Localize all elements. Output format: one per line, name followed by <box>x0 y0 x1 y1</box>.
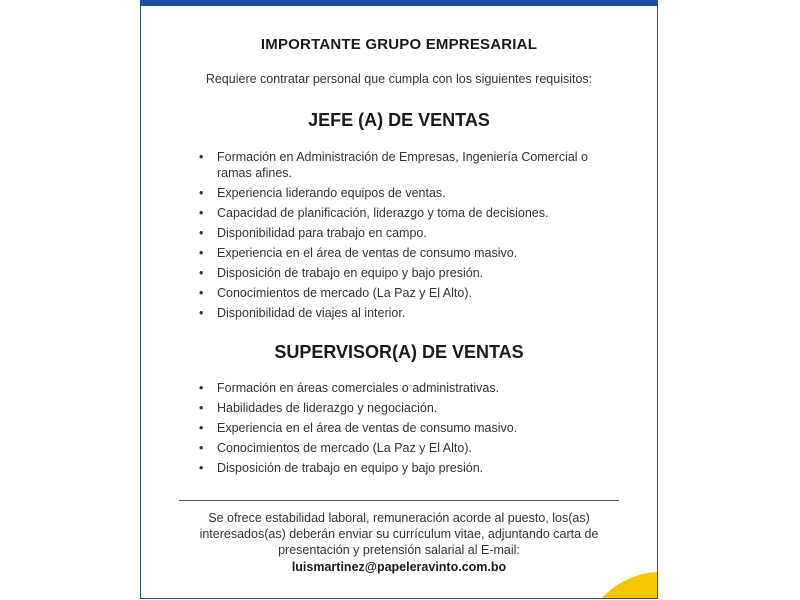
requirement-text: Disponibilidad de viajes al interior. <box>217 306 406 320</box>
bullet-icon: • <box>199 381 204 395</box>
requirement-text: Formación en áreas comerciales o administrativas. <box>217 381 500 395</box>
list-item <box>199 305 619 321</box>
intro-text: Requiere contratar personal que cumpla con los siguientes requisitos: <box>205 72 593 86</box>
requirement-text: Conocimientos de mercado (La Paz y El Alto). <box>217 286 472 300</box>
list-item <box>199 149 619 181</box>
list-item <box>199 205 619 221</box>
list-item <box>199 380 619 396</box>
list-item <box>199 285 619 301</box>
requirement-text: Habilidades de liderazgo y negociación. <box>217 401 438 415</box>
job-ad-card <box>140 0 658 599</box>
bullet-icon: • <box>199 421 204 435</box>
requirement-text: Experiencia en el área de ventas de consumo masivo. <box>217 246 518 260</box>
bullet-icon: • <box>199 150 204 164</box>
requirement-text: Capacidad de planificación, liderazgo y toma de decisiones. <box>217 206 549 220</box>
requirement-text: Conocimientos de mercado (La Paz y El Alto). <box>217 441 472 455</box>
divider <box>179 500 619 501</box>
requirements-list-sales-supervisor <box>199 380 619 480</box>
bullet-icon: • <box>199 401 204 415</box>
list-item <box>199 420 619 436</box>
requirement-text: Disponibilidad para trabajo en campo. <box>217 226 427 240</box>
bullet-icon: • <box>199 286 204 300</box>
footer-text: Se ofrece estabilidad laboral, remuneración acorde al puesto, los(as) interesados(as) deberán enviar su currículum vitae, adjuntando carta de presentación y pretensión salarial al E-mail: <box>199 511 599 557</box>
position-title-sales-supervisor: SUPERVISOR(A) DE VENTAS <box>274 342 524 362</box>
contact-email[interactable]: luismartinez@papeleravinto.com.bo <box>291 560 507 574</box>
bullet-icon: • <box>199 266 204 280</box>
bullet-icon: • <box>199 186 204 200</box>
list-item <box>199 400 619 416</box>
requirement-text: Disposición de trabajo en equipo y bajo presión. <box>217 461 484 475</box>
corner-decoration <box>581 572 658 599</box>
list-item <box>199 245 619 261</box>
requirement-text: Experiencia liderando equipos de ventas. <box>217 186 446 200</box>
requirements-list-sales-manager <box>199 149 619 325</box>
position-title-sales-manager: JEFE (A) DE VENTAS <box>308 110 490 130</box>
list-item <box>199 460 619 476</box>
company-heading: IMPORTANTE GRUPO EMPRESARIAL <box>260 36 538 53</box>
bullet-icon: • <box>199 306 204 320</box>
list-item <box>199 265 619 281</box>
bullet-icon: • <box>199 461 204 475</box>
bullet-icon: • <box>199 441 204 455</box>
list-item <box>199 225 619 241</box>
requirement-text: Disposición de trabajo en equipo y bajo presión. <box>217 266 484 280</box>
bullet-icon: • <box>199 246 204 260</box>
top-accent-bar <box>141 0 657 6</box>
requirement-text: Formación en Administración de Empresas, Ingeniería Comercial o ramas afines. <box>217 150 589 180</box>
requirement-text: Experiencia en el área de ventas de consumo masivo. <box>217 421 518 435</box>
list-item <box>199 185 619 201</box>
bullet-icon: • <box>199 206 204 220</box>
list-item <box>199 440 619 456</box>
bullet-icon: • <box>199 226 204 240</box>
